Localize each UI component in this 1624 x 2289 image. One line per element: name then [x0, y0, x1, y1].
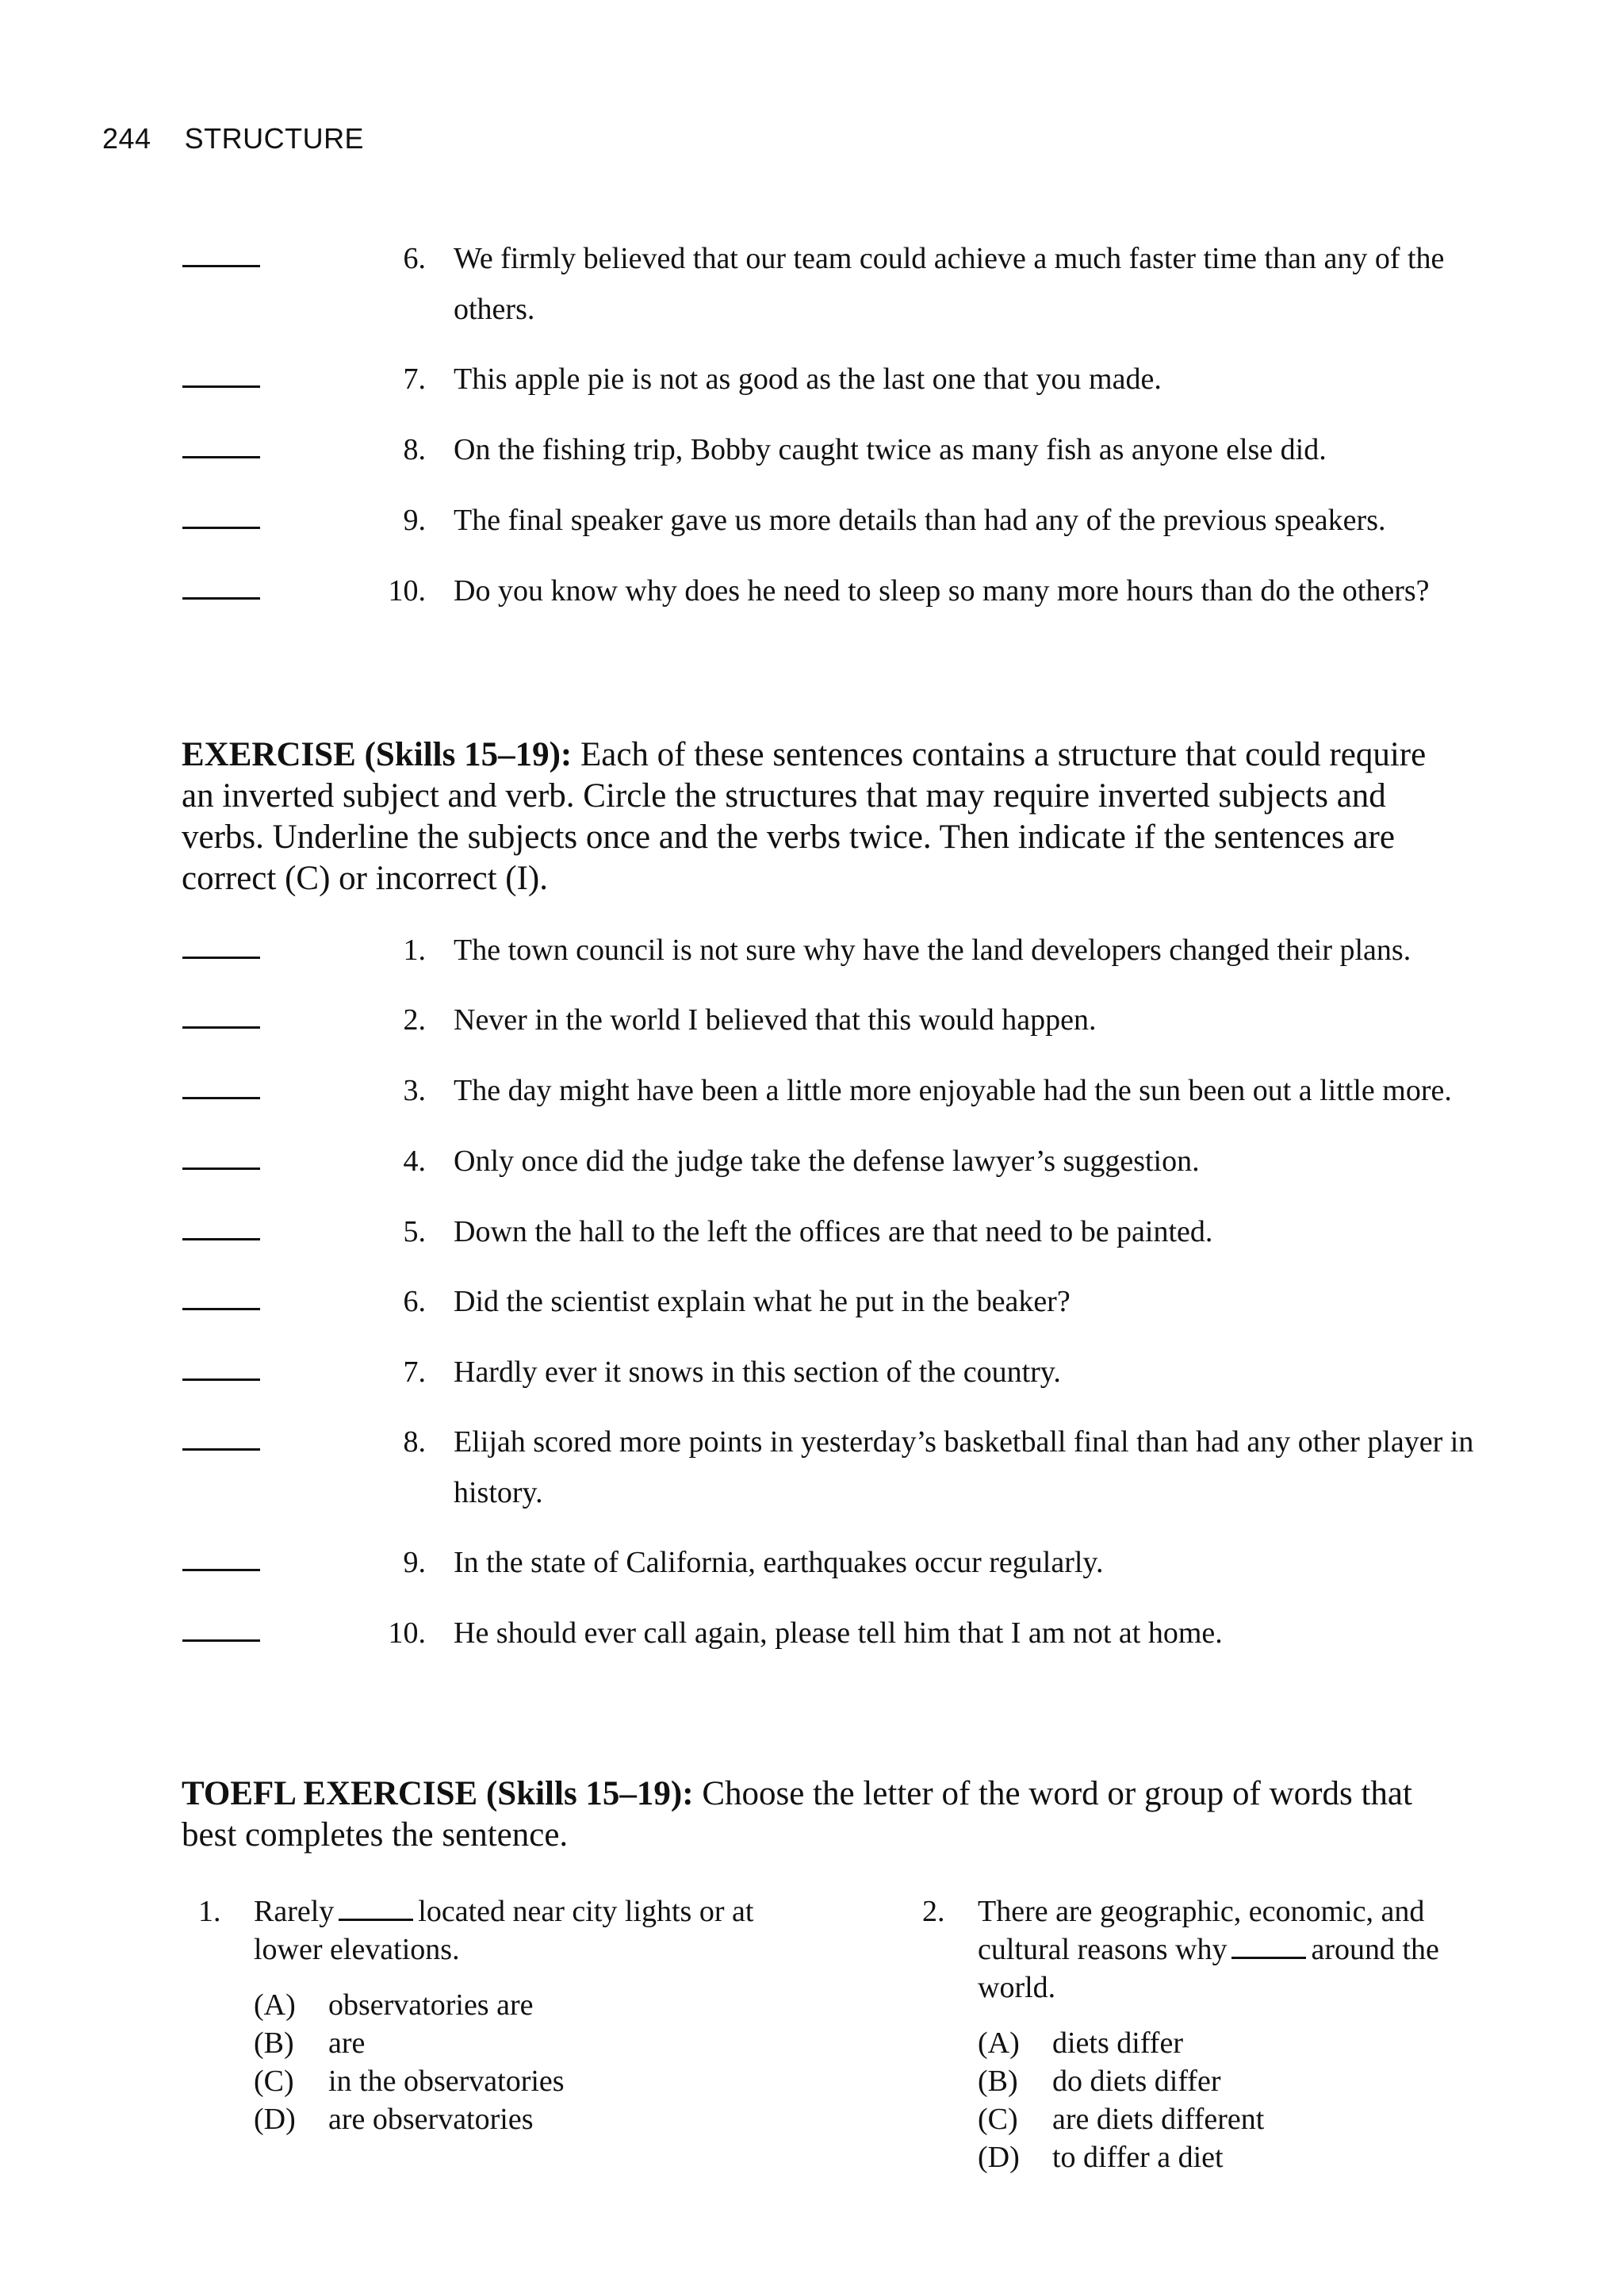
item-text: Elijah scored more points in yesterday’s basketball final than had any other player in — [454, 1425, 1474, 1459]
toefl-label: TOEFL EXERCISE (Skills 15–19): — [182, 1775, 694, 1812]
exercise-instructions — [182, 734, 1561, 899]
toefl-question — [198, 1892, 833, 2146]
question-number: 1. — [198, 1895, 221, 1928]
option-text: in the observatories — [328, 2065, 565, 2098]
stem-blank — [339, 1895, 413, 1921]
stem-text: There are geographic, economic, and — [978, 1895, 1425, 1928]
exercise-item — [182, 233, 1562, 335]
section-title: STRUCTURE — [184, 122, 365, 155]
exercise-label: EXERCISE (Skills 15–19): — [182, 736, 573, 773]
item-number: 5. — [403, 1215, 426, 1248]
option-letter: (B) — [254, 2026, 294, 2060]
option-text: are observatories — [328, 2103, 534, 2136]
item-text: Never in the world I believed that this would happen. — [454, 1003, 1097, 1037]
item-text: history. — [454, 1476, 543, 1509]
instruction-line: verbs. Underline the subjects once and the verbs twice. Then indicate if the sentences are — [182, 819, 1395, 856]
stem-text: located near city lights or at — [418, 1895, 754, 1928]
question-stem — [254, 1892, 841, 1969]
item-number: 1. — [403, 934, 426, 967]
item-text: Do you know why does he need to sleep so many more hours than do the others? — [454, 574, 1430, 608]
item-number: 8. — [403, 433, 426, 466]
toefl-instructions — [182, 1773, 1561, 1856]
option-letter: (C) — [254, 2065, 294, 2098]
item-number: 10. — [388, 574, 426, 608]
option-letter: (A) — [254, 1988, 296, 2022]
item-number: 10. — [388, 1616, 426, 1650]
stem-text: around the — [1311, 1933, 1439, 1966]
item-number: 3. — [403, 1074, 426, 1107]
instruction-line: Each of these sentences contains a structure that could require — [580, 736, 1427, 773]
item-text: On the fishing trip, Bobby caught twice as many fish as anyone else did. — [454, 433, 1327, 466]
item-number: 7. — [403, 362, 426, 396]
option-text: diets differ — [1052, 2026, 1183, 2060]
option-letter: (C) — [978, 2103, 1018, 2136]
item-text: We firmly believed that our team could achieve a much faster time than any of the — [454, 242, 1445, 275]
item-text: The final speaker gave us more details than had any of the previous speakers. — [454, 504, 1386, 537]
page-number: 244 — [102, 122, 151, 155]
item-number: 8. — [403, 1425, 426, 1459]
item-number: 9. — [403, 504, 426, 537]
item-number: 2. — [403, 1003, 426, 1037]
item-number: 9. — [403, 1546, 426, 1579]
item-text: This apple pie is not as good as the last one that you made. — [454, 362, 1162, 396]
item-text: Down the hall to the left the offices are that need to be painted. — [454, 1215, 1213, 1248]
item-text: The day might have been a little more enjoyable had the sun been out a little more. — [454, 1074, 1452, 1107]
item-text: Did the scientist explain what he put in the beaker? — [454, 1285, 1071, 1318]
option-letter: (A) — [978, 2026, 1020, 2060]
page-header — [102, 122, 364, 155]
toefl-question — [922, 1892, 1572, 2178]
instruction-line: Choose the letter of the word or group of words that — [702, 1775, 1412, 1812]
item-number: 4. — [403, 1144, 426, 1178]
option-text: do diets differ — [1052, 2065, 1221, 2098]
option-text: to differ a diet — [1052, 2141, 1224, 2174]
item-text: In the state of California, earthquakes occur regularly. — [454, 1546, 1104, 1579]
option-text: are diets different — [1052, 2103, 1265, 2136]
stem-text: lower elevations. — [254, 1933, 460, 1966]
exercise-item — [182, 1417, 1562, 1518]
question-stem — [978, 1892, 1565, 2007]
option-text: are — [328, 2026, 366, 2060]
item-number: 7. — [403, 1355, 426, 1389]
item-text: The town council is not sure why have the land developers changed their plans. — [454, 934, 1411, 967]
instruction-line: an inverted subject and verb. Circle the structures that may require inverted subjects and — [182, 777, 1386, 815]
instruction-line: correct (C) or incorrect (I). — [182, 860, 548, 897]
item-text: others. — [454, 293, 535, 326]
stem-text: Rarely — [254, 1895, 335, 1928]
item-number: 6. — [403, 242, 426, 275]
option-letter: (D) — [978, 2141, 1020, 2174]
instruction-line: best completes the sentence. — [182, 1816, 569, 1854]
stem-text: world. — [978, 1971, 1056, 2004]
option-text: observatories are — [328, 1988, 534, 2022]
stem-blank — [1231, 1933, 1306, 1959]
item-text: He should ever call again, please tell him that I am not at home. — [454, 1616, 1223, 1650]
option-letter: (D) — [254, 2103, 296, 2136]
item-text: Hardly ever it snows in this section of the country. — [454, 1355, 1061, 1389]
stem-text: cultural reasons why — [978, 1933, 1228, 1966]
item-text: Only once did the judge take the defense lawyer’s suggestion. — [454, 1144, 1200, 1178]
question-number: 2. — [922, 1895, 945, 1928]
item-number: 6. — [403, 1285, 426, 1318]
option-letter: (B) — [978, 2065, 1018, 2098]
